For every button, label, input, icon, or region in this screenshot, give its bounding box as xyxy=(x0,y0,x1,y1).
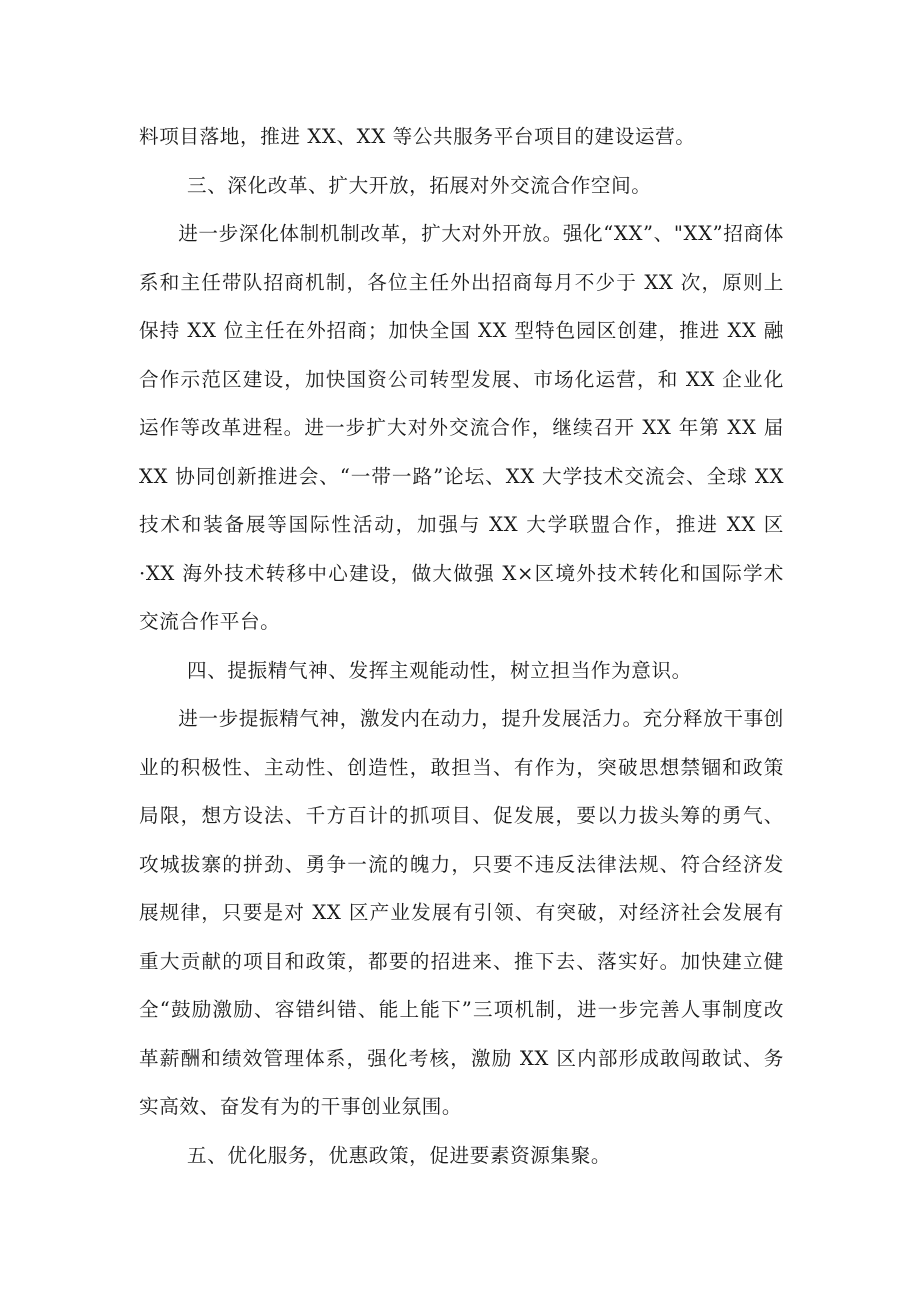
section-heading-4: 四、提振精气神、发挥主观能动性，树立担当作为意识。 xyxy=(187,658,692,682)
paragraph-continuation: 料项目落地，推进 XX、XX 等公共服务平台项目的建设运营。 xyxy=(139,125,696,148)
paragraph-spirit: 进一步提振精气神，激发内在动力，提升发展活力。充分释放干事创业的积极性、主动性、创造性，敢担当、有作为，突破思想禁锢和政策局限，想方设法、千方百计的抓项目、促发展，要以力拔头筹的勇气、攻城拔寨的拼劲、勇争一流的魄力，只要不违反法律法规、符合经济发展规律，只要是对 XX 区产业发展有引领、有突破，对经济社会发展有重大贡献的项目和政策，都要的招进来、推下去、落实好。加快建立健全“鼓励激励、容错纠错、能上能下”三项机制，进一步完善人事制度改革薪酬和绩效管理体系，强化考核，激励 XX 区内部形成敢闯敢试、务实高效、奋发有为的干事创业氛围。 xyxy=(139,707,784,1118)
paragraph-reform-opening: 进一步深化体制机制改革，扩大对外开放。强化“XX”、"XX”招商体系和主任带队招商机制，各位主任外出招商每月不少于 XX 次，原则上保持 XX 位主任在外招商；加快全国 XX 型特色园区创建，推进 XX 融合作示范区建设，加快国资公司转型发展、市场化运营，和 XX 企业化运作等改革进程。进一步扩大对外交流合作，继续召开 XX 年第 XX 届 XX 协同创新推进会、“一带一路”论坛、XX 大学技术交流会、全球 XX 技术和装备展等国际性活动，加强与 XX 大学联盟合作，推进 XX 区·XX 海外技术转移中心建设，做大做强 X×区境外技术转化和国际学术交流合作平台。 xyxy=(139,222,784,633)
section-heading-5: 五、优化服务，优惠政策，促进要素资源集聚。 xyxy=(187,1143,612,1167)
section-heading-3: 三、深化改革、扩大开放，拓展对外交流合作空间。 xyxy=(187,173,652,197)
document-body xyxy=(139,113,784,1180)
